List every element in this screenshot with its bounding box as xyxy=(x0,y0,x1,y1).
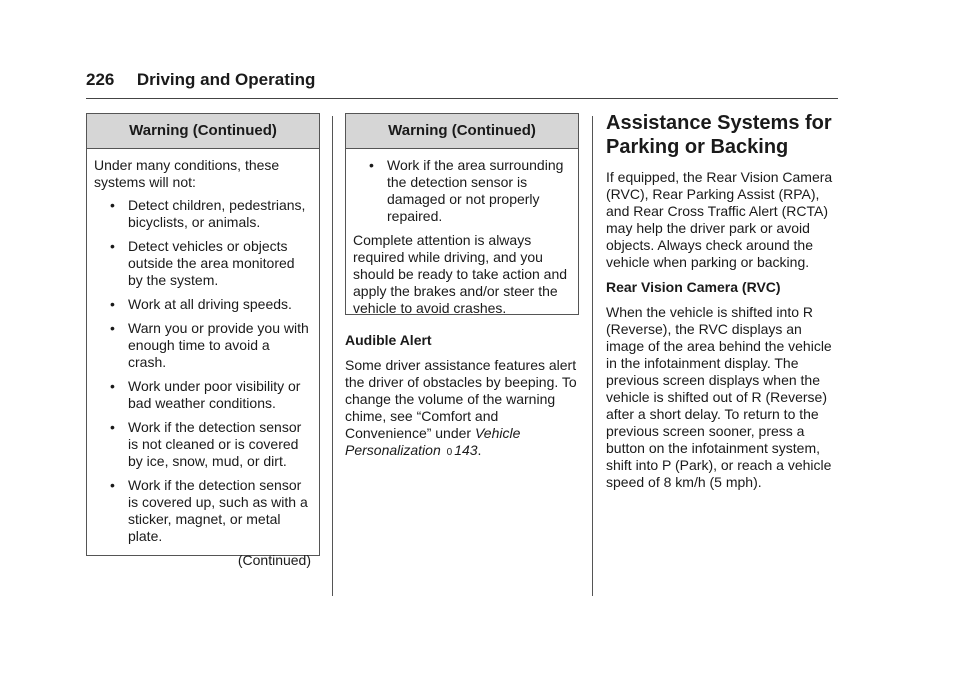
list-item: • Work if the area surrounding the detection sensor is damaged or not properly repaired. xyxy=(369,157,564,224)
audible-alert-section xyxy=(345,332,577,469)
continued-label: (Continued) xyxy=(237,552,311,568)
warning-heading: Warning (Continued) xyxy=(346,114,578,149)
list-item: • Warn you or provide you with enough time to avoid a crash. xyxy=(110,320,309,370)
bullet-icon: • xyxy=(369,157,374,173)
warning-box-middle xyxy=(345,113,579,315)
warning-heading: Warning (Continued) xyxy=(87,114,319,149)
rvc-heading: Rear Vision Camera (RVC) xyxy=(606,279,781,295)
bullet-icon: • xyxy=(110,296,115,312)
list-item: • Work if the detection sensor is not cleaned or is covered by ice, snow, mud, or dirt. xyxy=(110,419,302,469)
bullet-icon: • xyxy=(110,320,115,336)
column-divider-left xyxy=(332,116,333,596)
list-item: • Detect children, pedestrians, bicyclists, or animals. xyxy=(110,197,306,230)
rvc-paragraph: When the vehicle is shifted into R (Reverse), the RVC displays an image of the area behind the vehicle in the infotainment display. The previous screen displays when the vehicle is shifted out of R (Reverse) after a short delay. To return to the previous screen sooner, press a button on the infotainment system, shift into P (Park), or reach a vehicle speed of 8 km/h (5 mph). xyxy=(606,304,832,490)
page-reference-icon: 0 xyxy=(446,447,453,458)
section-title: Driving and Operating xyxy=(136,70,316,89)
audible-alert-text: Some driver assistance features alert the driver of obstacles by beeping. To change the volume of the warning chime, see “Comfort and Convenience” under Vehicle Personalization 0 143. xyxy=(345,357,577,461)
page-header xyxy=(86,70,838,90)
assistance-systems-section xyxy=(606,111,842,499)
bullet-icon: • xyxy=(110,197,115,213)
header-rule xyxy=(86,98,838,99)
list-item: • Work at all driving speeds. xyxy=(110,296,292,312)
page-number: 226 xyxy=(86,70,115,89)
bullet-icon: • xyxy=(110,419,115,435)
section-heading: Assistance Systems for Parking or Backing xyxy=(606,112,832,158)
bullet-icon: • xyxy=(110,238,115,254)
warning-bullet-list xyxy=(94,197,311,545)
list-item: • Work if the detection sensor is covered up, such as with a sticker, magnet, or metal plate. xyxy=(110,477,308,544)
warning-bullet-list xyxy=(353,157,570,225)
vehicle-personalization-link[interactable]: Vehicle Personalization xyxy=(345,425,521,458)
list-item: • Detect vehicles or objects outside the area monitored by the system. xyxy=(110,238,295,288)
bullet-icon: • xyxy=(110,378,115,394)
warning-intro: Under many conditions, these systems will not: xyxy=(94,157,280,190)
intro-paragraph: If equipped, the Rear Vision Camera (RVC), Rear Parking Assist (RPA), and Rear Cross Traffic Alert (RCTA) may help the driver park or avoid objects. Always check around the vehicle when parking or backing. xyxy=(606,169,833,270)
page-reference-number[interactable]: 143 xyxy=(454,442,478,458)
bullet-icon: • xyxy=(110,477,115,493)
list-item: • Work under poor visibility or bad weather conditions. xyxy=(110,378,301,411)
audible-alert-heading: Audible Alert xyxy=(345,332,432,348)
warning-box-left xyxy=(86,113,320,568)
column-divider-right xyxy=(592,116,593,596)
warning-paragraph: Complete attention is always required while driving, and you should be ready to take action and apply the brakes and/or steer the vehicle to avoid crashes. xyxy=(353,232,568,316)
